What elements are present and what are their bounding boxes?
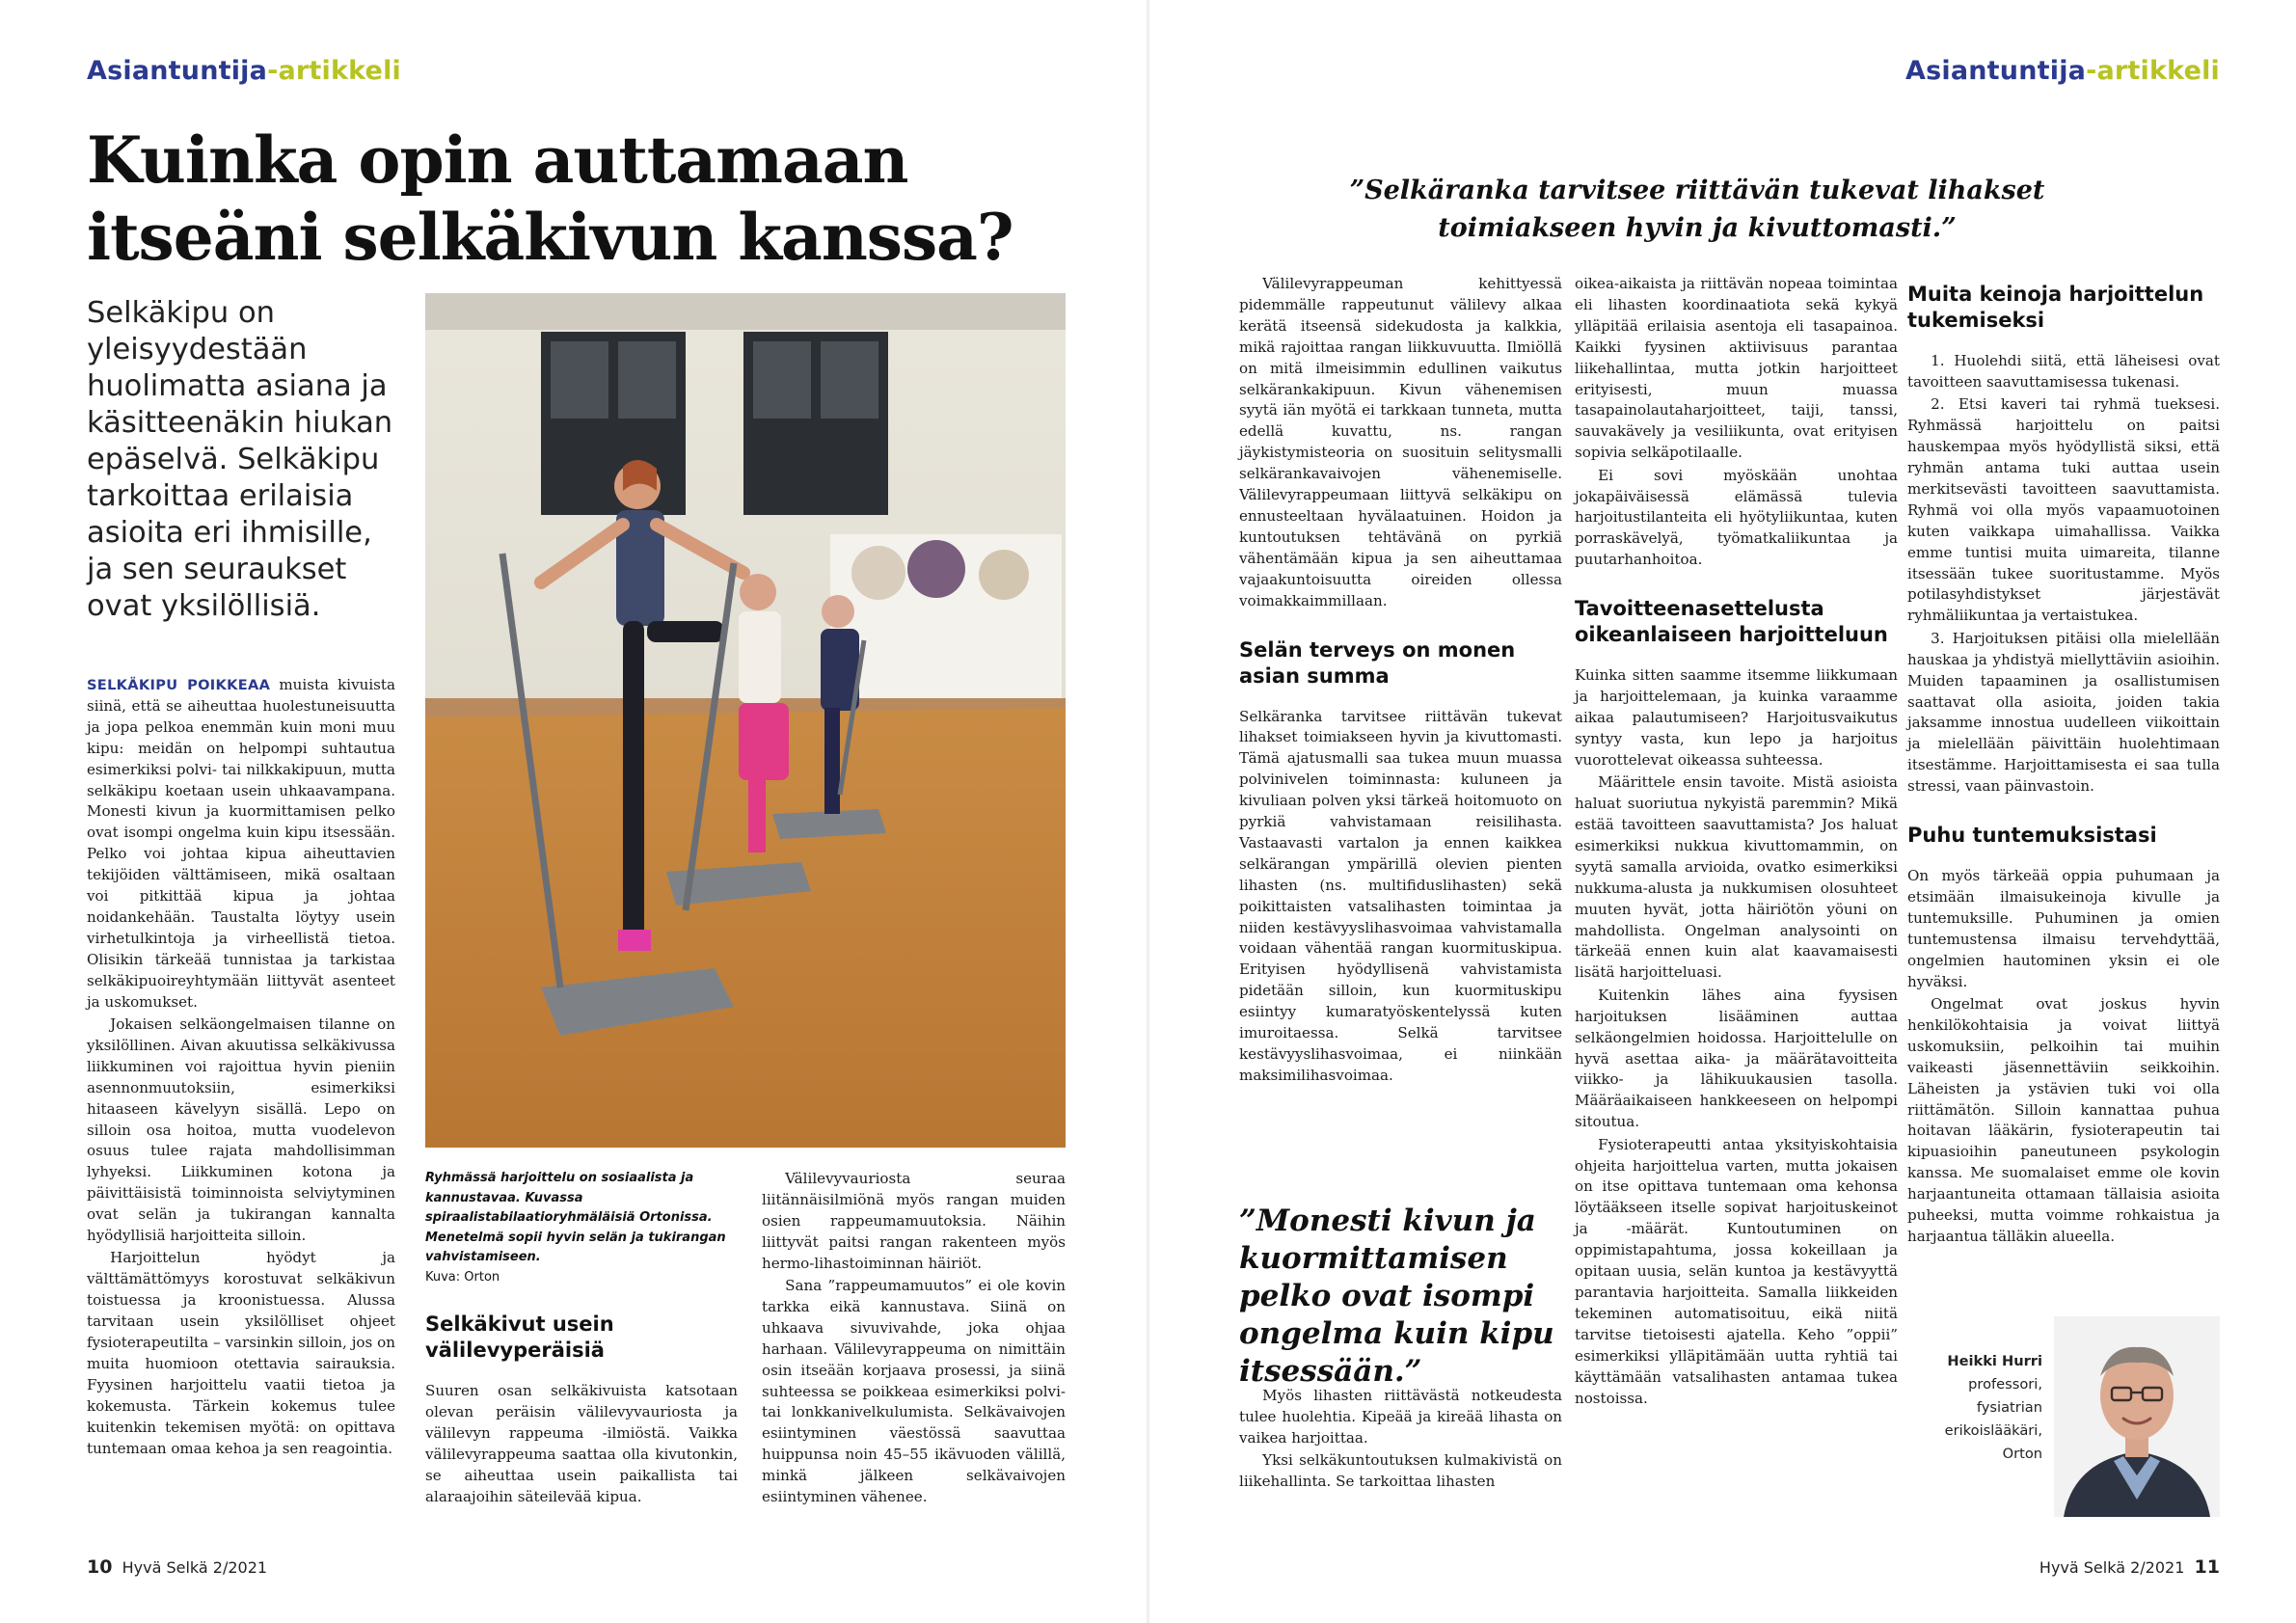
paragraph: On myös tärkeää oppia puhumaan ja etsimään ilmaisukeinoja kivulle ja tuntemuksille. Puhuminen ja omien tuntemustensa ilmaisu tervehdyttää, ongelmien hautominen yksin ei ole hyväksi. <box>1907 867 2220 990</box>
paragraph: Suuren osan selkäkivuista katsotaan olevan peräisin välilevyvauriosta ja välilevyn rappeuma -ilmiöstä. Vaikka välilevyrappeuma saattaa olla kivutonkin, se aiheuttaa usein paikallista tai alaraajoihin säteilevää kipua. <box>425 1382 738 1505</box>
right-column-1 <box>1239 274 1562 1088</box>
section-label-part2: -artikkeli <box>2086 56 2220 86</box>
folio-right <box>2039 1556 2220 1578</box>
list-item: 3. Harjoituksen pitäisi olla mielellään hauskaa ja yhdistyä miellyttäviin asioihin. Muiden tapaaminen ja osallistumisen saattavat olla asioita, joiden takia jaksamme innostua uudelleen viikoittain ja mielellään päivittäin huolehtimaan itsestämme. Harjoittamisesta ei saa tulla stressi, vaan päinvastoin. <box>1907 629 2220 796</box>
paragraph: Jokaisen selkäongelmaisen tilanne on yksilöllinen. Aivan akuutissa selkäkivussa liikkuminen voi rajoittua hyvin pieniin asennonmuutoksiin, esimerkiksi hitaaseen kävelyyn sisällä. Lepo on silloin osa hoitoa, mutta vuodelevon osuus tulee rajata mahdollisimman lyhyeksi. Liikkuminen kotona ja päivittäisistä toiminnoista selviytyminen ovat selän ja tukirangan kannalta hyödyllisiä harjoitteita silloin. <box>87 1015 395 1245</box>
folio-left <box>87 1556 267 1578</box>
section-label-right <box>1905 56 2220 86</box>
pull-quote-middle: ”Monesti kivun ja kuormittamisen pelko ovat isompi ongelma kuin kipu itsessään.” <box>1239 1204 1554 1389</box>
photo-credit: Kuva: Orton <box>425 1269 500 1285</box>
paragraph: Määrittele ensin tavoite. Mistä asioista haluat suoriutua nykyistä paremmin? Mikä estää tavoitteen saavuttamista? Jos haluat esimerkiksi nukkua kivuttomammin, on syytä samalla arvioida, ovatko esimerkiksi nukkuma-alusta ja nukkumisen olosuhteet muuten hyvät, jotta häiriötön yöuni on mahdollista. Ongelman analysointi on tärkeää ennen kuin alat kaavamaisesti lisätä harjoitteluasi. <box>1575 773 1898 982</box>
caption-text: Ryhmässä harjoittelu on sosiaalista ja kannustavaa. Kuvassa spiraalistabilaatioryhmäläisiä Ortonissa. Menetelmä sopii hyvin selän ja tukirangan vahvistamiseen. <box>425 1171 726 1264</box>
paragraph: Kuitenkin lähes aina fyysisen harjoituksen lisääminen auttaa selkäongelmien hoidossa. Harjoittelulle on hyvä asettaa aika- ja määrätavoitteita viikko- ja lähikuukausien tasolla. Määräaikaiseen hankkeeseen on helpompi sitoutua. <box>1575 986 1898 1131</box>
left-column-1 <box>87 675 395 1461</box>
paragraph: Ongelmat ovat joskus hyvin henkilökohtaisia ja voivat liittyä uskomuksiin, pelkoihin tai muihin vaikeasti jäsennettäviin seikkoihin. Läheisten ja ystävien tuki voi olla riittämätön. Silloin kannattaa puhua hoitavan lääkärin, fysioterapeutin tai kipuasioihin paneutuneen psykologin kanssa. Me suomalaiset emme ole kovin harjaantuneita ottamaan tällaisia asioita puheeksi, mutta voimme rohkaistua ja harjaantua tälläkin alueella. <box>1907 994 2220 1245</box>
section-label-part2: -artikkeli <box>267 56 401 86</box>
left-column-2 <box>425 1312 738 1509</box>
page-number: 11 <box>2194 1556 2220 1578</box>
list-item: 1. Huolehdi siitä, että läheisesi ovat tavoitteen saavuttamisessa tukenasi. <box>1907 352 2220 391</box>
section-label-part1: Asiantuntija <box>87 56 268 86</box>
section-label-left <box>87 56 401 86</box>
page-gutter <box>1147 0 1149 1623</box>
subheading: Tavoitteenasettelusta oikeanlaiseen harjoitteluun <box>1575 597 1888 647</box>
right-column-2 <box>1575 274 1898 1411</box>
subheading: Selkäkivut usein välilevyperäisiä <box>425 1312 614 1362</box>
lead-in: SELKÄKIPU POIKKEAA <box>87 677 271 693</box>
paragraph: Ei sovi myöskään unohtaa jokapäiväisessä elämässä tulevia harjoitustilanteita eli hyötyliikuntaa, kuten porraskävelyä, työmatkaliikuntaa ja puutarhanhoitoa. <box>1575 466 1898 569</box>
page-number: 10 <box>87 1556 113 1578</box>
paragraph: Välilevyrappeuman kehittyessä pidemmälle rappeutunut välilevy alkaa kerätä itseensä sidekudosta ja kalkkia, mikä rajoittaa rangan liikkuvuutta. Ilmiöllä on mitä ilmeisimmin edullinen vaikutus selkärankakipuun. Kivun vähenemisen syytä iän myötä ei tarkkaan tunneta, mutta edellä kuvattu, ns. rangan jäykistymisteoria on suosituin selitysmalli selkärankavaivojen vähenemiselle. Välilevyrappeumaan liittyvä selkäkipu on ennusteeltaan hyvälaatuinen. Hoidon ja kuntoutuksen tehtävänä on pyrkiä vähentämään kipua ja sen aiheuttamaa vajaakuntoisuutta oireiden ollessa voimakkaimmillaan. <box>1239 275 1562 609</box>
paragraph: SELKÄKIPU POIKKEAA muista kivuista siinä, että se aiheuttaa huolestuneisuutta ja jopa pelkoa enemmän kuin moni muu kipu: meidän on helpompi suhtautua esimerkiksi polvi- tai nilkkakipuun, mutta selkäkipu koetaan usein uhkaavampana. Monesti kivun ja kuormittamisen pelko ovat isompi ongelma kuin kipu itsessään. Pelko voi johtaa kipua aiheuttavien tekijöiden välttämiseen, mikä osaltaan voi pitkittää kipua ja johtaa noidankehään. Taustalta löytyy usein virhetulkintoja ja virheellistä tietoa. Olisikin tärkeää tunnistaa ja tarkistaa selkäkipuoireyhtymään liittyvät asenteet ja uskomukset. <box>87 676 395 1011</box>
paragraph: Yksi selkäkuntoutuksen kulmakivistä on liikehallinta. Se tarkoittaa lihasten <box>1239 1451 1562 1491</box>
paragraph: Sana ”rappeumamuutos” ei ole kovin tarkka eikä kannustava. Siinä on uhkaava sivuvivahde, joka ohjaa harhaan. Välilevyrappeuma on nimittäin osin itseään korjaava prosessi, ja siinä suhteessa se poikkeaa esimerkiksi polvi- tai lonkkanivelkulumista. Selkävaivojen esiintyminen väestössä saavuttaa huippunsa noin 45–55 ikävuoden välillä, minkä jälkeen selkävaivojen esiintyminen vähenee. <box>762 1277 1066 1506</box>
section-label-part1: Asiantuntija <box>1905 56 2087 86</box>
paragraph: Kuinka sitten saamme itsemme liikkumaan ja harjoittelemaan, ja kuinka varaamme aikaa palautumiseen? Harjoitusvaikutus syntyy vasta, kun lepo ja harjoitus vuorottelevat oikeassa suhteessa. <box>1575 666 1898 769</box>
publication-issue: Hyvä Selkä 2/2021 <box>122 1558 268 1577</box>
right-column-1-end <box>1239 1386 1562 1495</box>
photo-caption <box>425 1169 738 1287</box>
article-lead: Selkäkipu on yleisyydestään huolimatta asiana ja käsitteenäkin hiukan epäselvä. Selkäkipu tarkoittaa erilaisia asioita eri ihmisille, ja sen seuraukset ovat yksilöllisiä. <box>87 296 393 623</box>
author-title: fysiatrian <box>1976 1399 2042 1416</box>
right-column-3 <box>1907 282 2220 1249</box>
left-column-3 <box>762 1169 1066 1510</box>
publication-issue: Hyvä Selkä 2/2021 <box>2039 1558 2185 1577</box>
article-headline: Kuinka opin auttamaan itseäni selkäkivun kanssa? <box>87 122 1013 275</box>
author-title: professori, <box>1968 1376 2042 1393</box>
author-name: Heikki Hurri <box>1947 1353 2042 1369</box>
paragraph: Välilevyvauriosta seuraa liitännäisilmiönä myös rangan muiden osien rappeumamuutoksia. Näihin liittyvät paitsi rangan rakenteen myös hermo-lihastoiminnan häiriöt. <box>762 1170 1066 1272</box>
subheading: Selän terveys on monen asian summa <box>1239 637 1516 688</box>
author-title: erikoislääkäri, <box>1944 1422 2042 1439</box>
paragraph: Fysioterapeutti antaa yksityiskohtaisia ohjeita harjoittelua varten, mutta jokaisen on itse opittava tuntemaan oma kehonsa löytääkseen itselle sopivat harjoituskeinot ja -määrät. Kuntoutuminen on oppimistapahtuma, jossa kokeillaan ja opitaan uusia, selän kuntoa ja kestävyyttä parantavia harjoitteita. Samalla liikkeiden tekeminen automatisoituu, eikä niitä tarvitse tietoisesti ajatella. Keho ”oppii” esimerkiksi ylläpitämään uutta ryhtiä tai käyttämään vatsalihasten antamaa tukea nostoissa. <box>1575 1135 1898 1407</box>
paragraph: Selkäranka tarvitsee riittävän tukevat lihakset toimiakseen hyvin ja kivuttomasti. Tämä ajatusmalli saa tukea muun muassa polvinivelen toiminnasta: kuluneen ja kivuliaan polven yksi tärkeä hoitomuoto on pyrkiä vahvistamaan reisilihasta. Vastaavasti vartalon ja ennen kaikkea selkärangan ympärillä olevien pienten lihasten (ns. multifiduslihasten) sekä poikittaisten vatsalihasten toimintaa ja niiden kestävyyslihasvoimaa vahvistamalla voidaan vähentää rangan kuormituskipua. Erityisen hyödyllisenä vahvistamista pidetään silloin, kun kuormituskipu esiintyy kumaratyöskentelyssä kuten imuroitaessa. Selkä tarvitsee kestävyyslihasvoimaa, ei niinkään maksimilihasvoimaa. <box>1239 707 1562 1084</box>
subheading: Puhu tuntemuksistasi <box>1907 824 2157 848</box>
paragraph: Harjoittelun hyödyt ja välttämättömyys korostuvat selkäkivun toistuessa ja kroonistuessa. Alussa tarvitaan usein yksilölliset ohjeet fysioterapeutilta – varsinkin silloin, jos on muita huomioon otettavia sairauksia. Fyysinen harjoittelu vaatii tietoa ja kokemusta. Tärkein kokemus tulee kuitenkin tekemisen myötä: on opittava tuntemaan omaa kehoa ja sen reagointia. <box>87 1249 395 1457</box>
author-block <box>1919 1350 2042 1466</box>
author-title: Orton <box>2002 1446 2042 1462</box>
author-portrait <box>2054 1316 2220 1517</box>
paragraph: oikea-aikaista ja riittävän nopeaa toimintaa eli lihasten koordinaatiota sekä kykyä ylläpitää erilaisia asentoja eli tasapainoa. Kaikki fyysinen aktiivisuus parantaa liikehallintaa, mutta jotkin harjoitteet erityisesti, muun muassa tasapainolautaharjoitteet, taiji, tanssi, sauvakävely ja vesiliikunta, ovat erityisen sopivia selkäpotilaalle. <box>1575 275 1898 462</box>
list-item: 2. Etsi kaveri tai ryhmä tueksesi. Ryhmässä harjoittelu on paitsi hauskempaa myös hyödyllistä siksi, että ryhmän antama tuki auttaa usein merkitsevästi tavoitteen saavuttamista. Ryhmä voi olla myös vapaamuotoinen kuten vaikkapa uimahallissa. Vaikka emme tuntisi muita uimareita, tilanne itsessään tukee suoritustamme. Myös potilasyhdistykset järjestävät ryhmäliikuntaa ja vertaistukea. <box>1907 395 2220 625</box>
subheading: Muita keinoja harjoittelun tukemiseksi <box>1907 283 2204 332</box>
pull-quote-top: ”Selkäranka tarvitsee riittävän tukevat lihakset toimiakseen hyvin ja kivuttomasti.” <box>1349 176 2045 243</box>
paragraph: Myös lihasten riittävästä notkeudesta tulee huolehtia. Kipeää ja kireää lihasta on vaikea harjoittaa. <box>1239 1387 1562 1447</box>
exercise-group-photo <box>425 293 1066 1148</box>
